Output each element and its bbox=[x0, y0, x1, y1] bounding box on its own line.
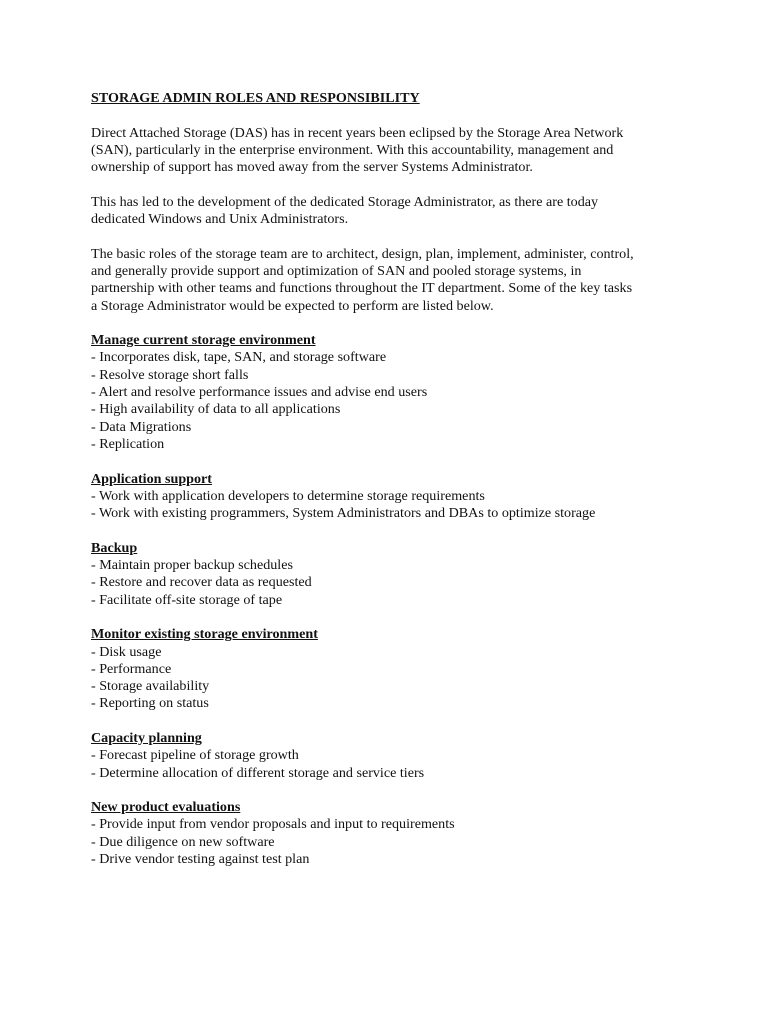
task-item: - Data Migrations bbox=[91, 418, 192, 435]
task-item: - Disk usage bbox=[91, 643, 162, 660]
task-item: - Work with existing programmers, System Administrators and DBAs to optimize storage bbox=[91, 505, 596, 522]
document-page bbox=[91, 90, 691, 868]
spacer bbox=[91, 522, 691, 539]
task-item: - High availability of data to all applications bbox=[91, 401, 341, 418]
task-list bbox=[91, 747, 691, 782]
task-section bbox=[91, 730, 691, 799]
task-item: - Restore and recover data as requested bbox=[91, 574, 312, 591]
task-item: - Replication bbox=[91, 435, 165, 452]
task-section bbox=[91, 540, 691, 626]
roles-paragraph: The basic roles of the storage team are to architect, design, plan, implement, administer, control, and generally provide support and optimization of SAN and pooled storage systems, in partnership with other teams and functions throughout the IT department. Some of the key tasks a Storage Administrator would be expected to perform are listed below. bbox=[91, 245, 634, 314]
spacer bbox=[91, 228, 691, 245]
development-paragraph: This has led to the development of the dedicated Storage Administrator, as there are today dedicated Windows and Unix Administrators. bbox=[91, 193, 599, 228]
section-heading: Application support bbox=[91, 470, 213, 487]
spacer bbox=[91, 609, 691, 626]
section-heading: Monitor existing storage environment bbox=[91, 626, 318, 643]
task-item: - Provide input from vendor proposals and input to requirements bbox=[91, 816, 455, 833]
task-item: - Due diligence on new software bbox=[91, 833, 275, 850]
task-item: - Maintain proper backup schedules bbox=[91, 557, 293, 574]
task-section bbox=[91, 332, 691, 470]
document-title: STORAGE ADMIN ROLES AND RESPONSIBILITY bbox=[91, 90, 420, 106]
section-heading: Manage current storage environment bbox=[91, 332, 316, 349]
task-item: - Resolve storage short falls bbox=[91, 366, 249, 383]
task-item: - Storage availability bbox=[91, 678, 210, 695]
task-item: - Alert and resolve performance issues and advise end users bbox=[91, 384, 428, 401]
task-list bbox=[91, 644, 691, 713]
task-item: - Drive vendor testing against test plan bbox=[91, 851, 310, 868]
spacer bbox=[91, 315, 691, 332]
task-section bbox=[91, 626, 691, 730]
section-heading: Backup bbox=[91, 539, 138, 556]
task-section bbox=[91, 799, 691, 868]
task-sections bbox=[91, 332, 691, 868]
section-heading: Capacity planning bbox=[91, 729, 202, 746]
spacer bbox=[91, 176, 691, 193]
task-item: - Performance bbox=[91, 660, 172, 677]
task-item: - Reporting on status bbox=[91, 695, 209, 712]
intro-paragraph: Direct Attached Storage (DAS) has in recent years been eclipsed by the Storage Area Network (SAN), particularly in the enterprise environment. With this accountability, management and ownership of support has moved away from the server Systems Administrator. bbox=[91, 124, 624, 176]
task-list bbox=[91, 557, 691, 609]
task-section bbox=[91, 471, 691, 540]
task-item: - Facilitate off-site storage of tape bbox=[91, 591, 283, 608]
task-item: - Work with application developers to determine storage requirements bbox=[91, 487, 485, 504]
task-list bbox=[91, 488, 691, 523]
spacer bbox=[91, 713, 691, 730]
section-heading: New product evaluations bbox=[91, 799, 241, 816]
spacer bbox=[91, 782, 691, 799]
spacer bbox=[91, 453, 691, 470]
task-list bbox=[91, 816, 691, 868]
task-item: - Forecast pipeline of storage growth bbox=[91, 747, 299, 764]
task-item: - Determine allocation of different storage and service tiers bbox=[91, 764, 425, 781]
task-list bbox=[91, 349, 691, 453]
spacer bbox=[91, 107, 691, 124]
task-item: - Incorporates disk, tape, SAN, and storage software bbox=[91, 349, 387, 366]
